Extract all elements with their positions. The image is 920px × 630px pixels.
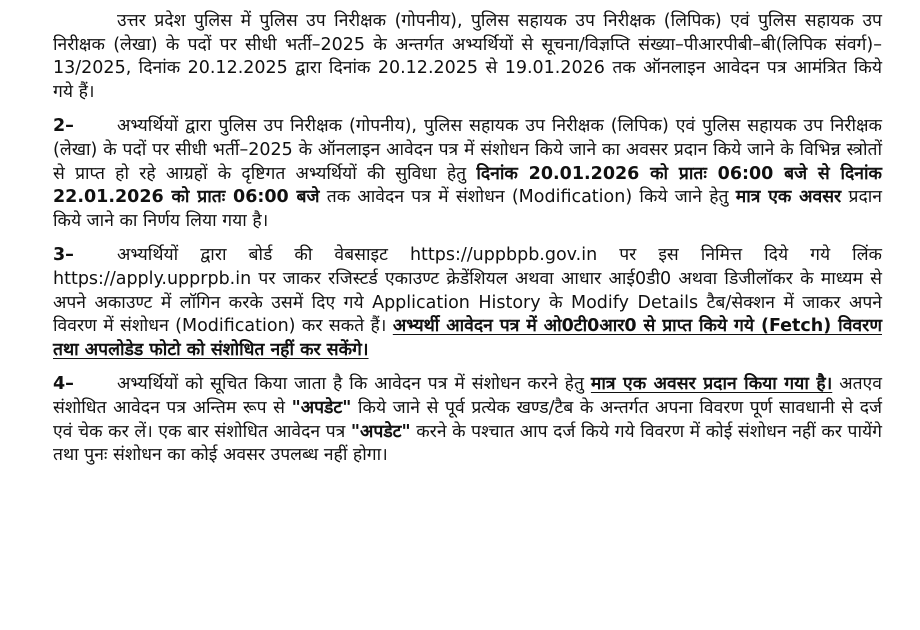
paragraph-3 (53, 244, 882, 362)
paragraph-2-date-range: दिनांक 20.01.2026 को प्रातः 06:00 बजे से दिनांक 22.01.2026 को प्रातः 06:00 बजे (53, 163, 882, 208)
paragraph-4-number: 4– (53, 374, 74, 395)
paragraph-4-text-a: अभ्यर्थियों को सूचित किया जाता है कि आवेदन पत्र में संशोधन करने हेतु (117, 374, 584, 395)
paragraph-3-number: 3– (53, 245, 74, 266)
paragraph-2-one-chance: मात्र एक अवसर (735, 187, 842, 208)
paragraph-4-update-1: "अपडेट" (291, 397, 352, 418)
paragraph-2-text-c: प्रदान किये जाने का निर्णय लिया गया है। (53, 187, 882, 231)
paragraph-1-text: उत्तर प्रदेश पुलिस में पुलिस उप निरीक्षक (गोपनीय), पुलिस सहायक उप निरीक्षक (लिपिक) एवं पुलिस सहायक उप निरीक्षक (लेखा) के पदों पर सीधी भर्ती–2025 के अन्तर्गत अभ्यर्थियों से सूचना/विज्ञप्ति संख्या–पीआरपीबी–बी(लिपिक संवर्ग)–13/2025, दिनांक 20.12.2025 द्वारा दिनांक 20.12.2025 से 19.01.2026 तक ऑनलाइन आवेदन पत्र आमंत्रित किये गये हैं। (53, 11, 882, 102)
paragraph-3-text-a: अभ्यर्थियों द्वारा बोर्ड की वेबसाइट https://uppbpb.gov.in पर इस निमित्त दिये गये लिंक https://apply.upprpb.in पर जाकर रजिस्टर्ड एकाउण्ट क्रेडेंशियल अथवा आधार आई0डी0 अथवा डिजीलॉकर के माध्यम से अपने अकाउण्ट में लॉगिन करके उसमें दिए गये Application History के Modify Details टैब/सेक्शन में जाकर अपने विवरण में संशोधन (Modification) कर सकते हैं। (53, 245, 882, 337)
paragraph-4-update-2: "अपडेट" (350, 421, 411, 442)
paragraph-2-text-b: तक आवेदन पत्र में संशोधन (Modification) किये जाने हेतु (326, 187, 729, 208)
paragraph-4-text-c: किये जाने से पूर्व प्रत्येक खण्ड/टैब के अन्तर्गत अपना विवरण पूर्ण सावधानी से दर्ज एवं चेक कर लें। एक बार संशोधित आवेदन पत्र (53, 397, 882, 442)
paragraph-4-text-b: अतएव संशोधित आवेदन पत्र अन्तिम रूप से (53, 374, 882, 418)
paragraph-2-number: 2– (53, 116, 74, 137)
paragraph-2 (53, 115, 882, 233)
paragraph-1 (53, 10, 882, 104)
paragraph-4 (53, 373, 882, 467)
paragraph-3-restriction: अभ्यर्थी आवेदन पत्र में ओ0टी0आर0 से प्राप्त किये गये (Fetch) विवरण तथा अपलोडेड फोटो को संशोधित नहीं कर सकेंगे। (53, 316, 882, 360)
paragraph-2-text-a: अभ्यर्थियों द्वारा पुलिस उप निरीक्षक (गोपनीय), पुलिस सहायक उप निरीक्षक (लिपिक) एवं पुलिस सहायक उप निरीक्षक (लेखा) के पदों पर सीधी भर्ती–2025 के ऑनलाइन आवेदन पत्र में संशोधन किये जाने का अवसर प्रदान किये जाने के विभिन्न स्त्रोतों से प्राप्त हो रहे आग्रहों के दृष्टिगत अभ्यर्थियों की सुविधा हेतु (53, 116, 882, 184)
paragraph-4-text-d: करने के पश्चात आप दर्ज किये गये विवरण में कोई संशोधन नहीं कर पायेंगे तथा पुनः संशोधन का कोई अवसर उपलब्ध नहीं होगा। (53, 421, 882, 466)
paragraph-4-one-chance: मात्र एक अवसर प्रदान किया गया है। (590, 374, 833, 395)
